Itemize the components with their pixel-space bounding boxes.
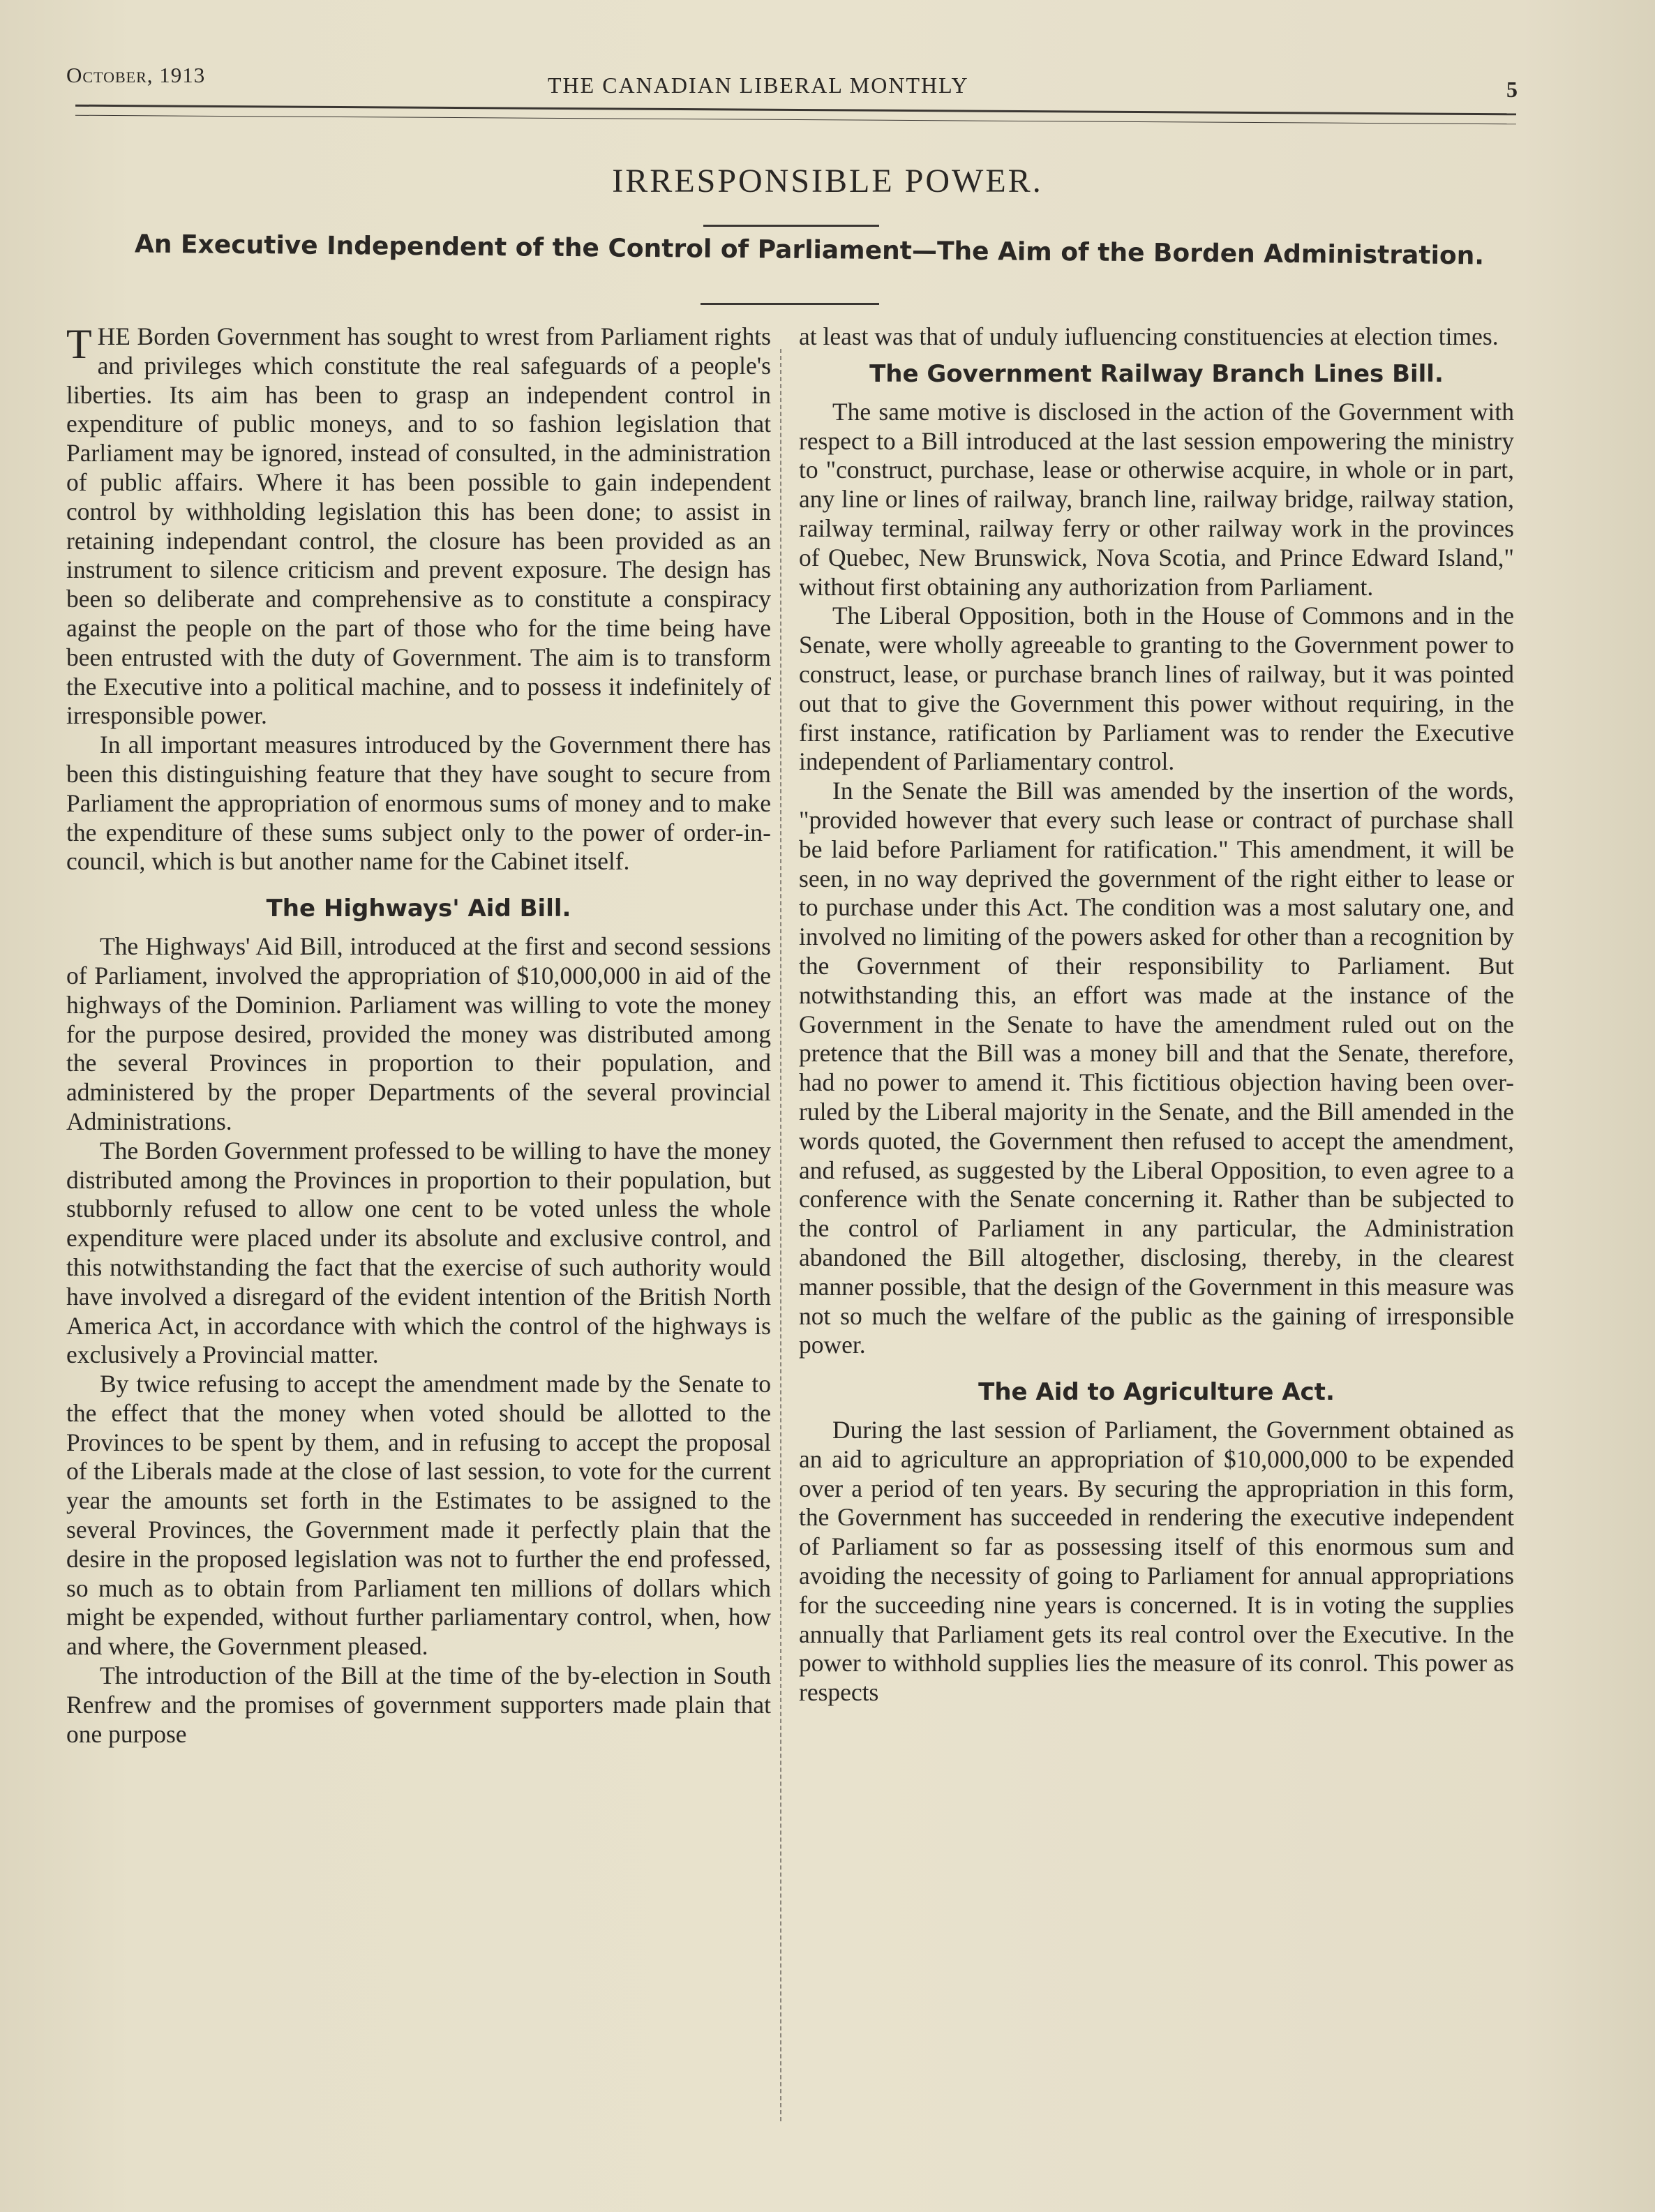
section-heading-highways: The Highways' Aid Bill.: [266, 895, 571, 923]
article-title: IRRESPONSIBLE POWER.: [612, 163, 1043, 200]
paragraph: In the Senate the Bill was amended by the insertion of the words, "provided however that every such lease or contract of purchase shall be laid before Parliament for ratification." This amendment, it will be seen, in no way deprived the government of the right either to lease or to purchase under this Act. The condition was a most salutary one, and involved no limiting of the powers asked for other than a recognition by the Government of their responsibility to Parliament. But notwithstanding this, an effort was made at the instance of the Government in the Senate to have the amendment ruled out on the pretence that the Bill was a money bill and that the Senate, therefore, had no power to amend it. This fictitious objection having been over-ruled by the Liberal majority in the Senate, and the Bill amended in the words quoted, the Government then refused to accept the amendment, and refused, as suggested by the Liberal Opposition, to even agree to a conference with the Senate concerning it. Rather than be subjected to the control of Parliament in any particular, the Administration abandoned the Bill altogether, disclosing, thereby, in the clearest manner possible, that the design of the Government in this measure was not so much the welfare of the public as the gaining of irresponsible power.: [799, 777, 1514, 1359]
left-column: [66, 322, 771, 1749]
article-subtitle: An Executive Independent of the Control of Parliament—The Aim of the Borden Administration.: [134, 230, 1485, 271]
subtitle-divider: [701, 303, 879, 305]
title-divider: [703, 225, 879, 227]
section-heading-railway: The Government Railway Branch Lines Bill.: [869, 359, 1444, 388]
paragraph: The Highways' Aid Bill, introduced at the first and second sessions of Parliament, involved the appropriation of $10,000,000 in aid of the highways of the Dominion. Parliament was willing to vote the money for the purpose desired, provided the money was distributed among the several Provinces in proportion to their population, and administered by the proper Departments of the several provincial Administrations.: [66, 932, 771, 1135]
right-column: [799, 322, 1514, 1707]
header-rule: [75, 105, 1516, 125]
issue-date: October, 1913: [66, 63, 206, 87]
paragraph: The same motive is disclosed in the action of the Government with respect to a Bill introduced at the last session empowering the ministry to "construct, purchase, lease or otherwise acquire, in whole or in part, any line or lines of railway, branch line, railway bridge, railway station, railway terminal, railway ferry or other railway work in the provinces of Quebec, New Brunswick, Nova Scotia, and Prince Edward Island," without first obtaining any authorization from Parliament.: [799, 397, 1514, 601]
paragraph: By twice refusing to accept the amendment made by the Senate to the effect that the money when voted should be allotted to the Provinces to be spent by them, and in refusing to accept the proposal of the Liberals made at the close of last session, to vote for the current year the amounts set forth in the Estimates to be assigned to the several Provinces, the Government made it perfectly plain that the desire in the proposed legislation was not to further the end professed, so much as to obtain from Parliament ten millions of dollars which might be expended, without further parliamentary control, when, how and where, the Government pleased.: [66, 1370, 771, 1661]
continued-paragraph: at least was that of unduly iufluencing constituencies at election times.: [799, 322, 1499, 350]
paragraph: The introduction of the Bill at the time of the by-election in South Renfrew and the promises of government supporters made plain that one purpose: [66, 1661, 771, 1748]
drop-cap: T: [66, 321, 92, 367]
paragraph: The Borden Government professed to be willing to have the money distributed among the Provinces in proportion to their population, but stubbornly refused to allow one cent to be voted unless the whole expenditure were placed under its absolute and exclusive control, and this notwithstanding the fact that the exercise of such authority would have involved a disregard of the evident intention of the British North America Act, in accordance with which the control of the highways is exclusively a Provincial matter.: [66, 1136, 771, 1369]
intro-paragraph-text: HE Borden Government has sought to wrest from Parliament rights and privileges which constitute the real safeguards of a people's liberties. Its aim has been to grasp an independent control in expenditure of public moneys, and to so fashion legislation that Parliament may be ignored, instead of consulted, in the administration of public affairs. Where it has been possible to gain independent control by withholding legislation this has been done; to assist in retaining independant control, the closure has been provided as an instrument to silence criticism and prevent exposure. The design has been so deliberate and comprehensive as to constitute a conspiracy against the people on the part of those who for the time being have been entrusted with the duty of Government. The aim is to transform the Executive into a political machine, and to possess it indefinitely of irresponsible power.: [66, 322, 771, 730]
paragraph: During the last session of Parliament, the Government obtained as an aid to agriculture an appropriation of $10,000,000 to be expended over a period of ten years. By securing the appropriation in this form, the Government has succeeded in rendering the executive independent of Parliament so far as possessing itself of this enormous sum and avoiding the necessity of going to Parliament for annual appropriations for the succeeding nine years is concerned. It is in voting the supplies annually that Parliament gets its real control over the Executive. In the power to withhold supplies lies the measure of its conrol. This power as respects: [799, 1416, 1514, 1707]
intro-paragraph: [66, 322, 771, 731]
paragraph: The Liberal Opposition, both in the House of Commons and in the Senate, were wholly agreeable to granting to the Government power to construct, lease, or purchase branch lines of railway, but it was pointed out that to give the Government this power without requiring, in the first instance, ratification by Parliament was to render the Executive independent of Parliamentary control.: [799, 601, 1514, 776]
running-head: [66, 57, 1518, 106]
column-divider: [780, 349, 781, 2121]
journal-title: THE CANADIAN LIBERAL MONTHLY: [548, 73, 969, 98]
paragraph: In all important measures introduced by the Government there has been this distinguishing feature that they have sought to secure from Parliament the appropriation of enormous sums of money and to make the expenditure of these sums subject only to the power of order-in-council, which is but another name for the Cabinet itself.: [66, 731, 771, 876]
section-heading-agriculture: The Aid to Agriculture Act.: [978, 1378, 1335, 1407]
page-number: 5: [1506, 77, 1518, 102]
